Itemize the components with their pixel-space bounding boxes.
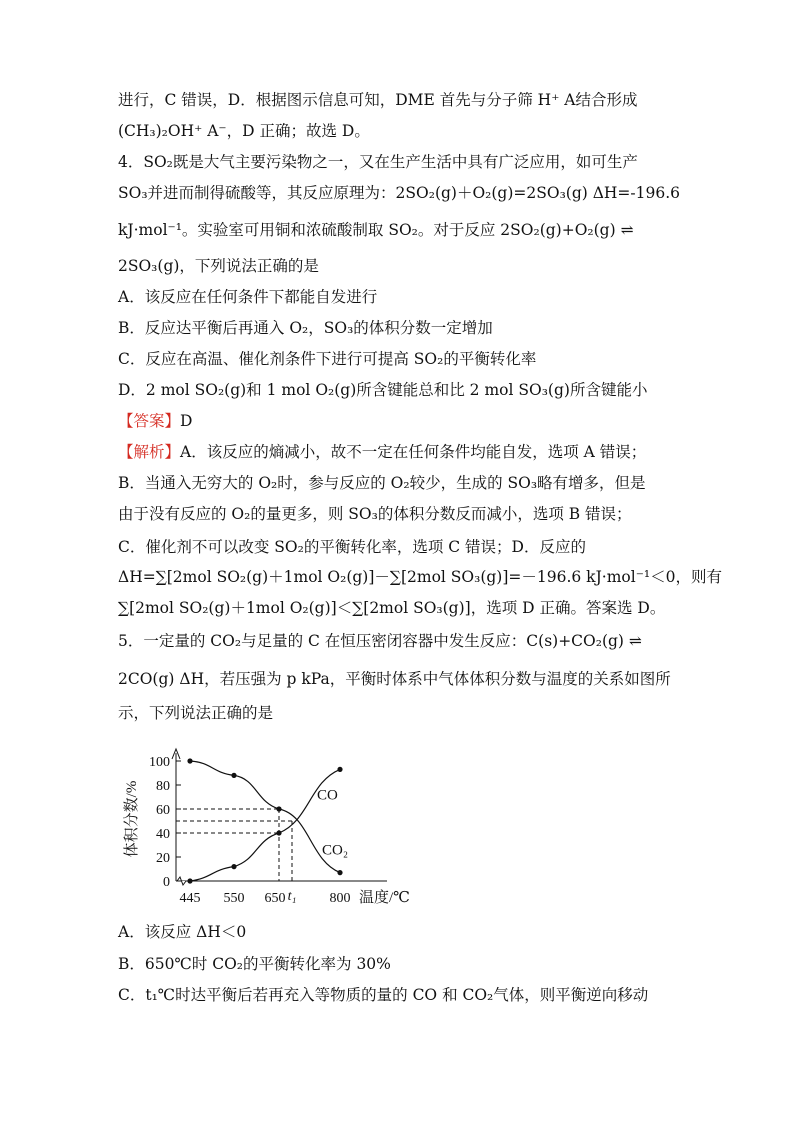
explanation-line: C．催化剂不可以改变 SO₂的平衡转化率，选项 C 错误；D．反应的 [118,538,586,556]
text-line: 进行，C 错误，D．根据图示信息可知，DME 首先与分子筛 H⁺ A结合形成 [118,91,638,109]
answer-value: D [180,412,193,430]
option-b: B．反应达平衡后再通入 O₂，SO₃的体积分数一定增加 [118,319,493,337]
series-line-co [190,769,340,881]
question-4-stem: 2SO₃(g)，下列说法正确的是 [118,257,319,275]
y-tick-label: 0 [163,875,170,890]
option-b: B．650℃时 CO₂的平衡转化率为 30% [118,955,391,973]
y-tick-label: 20 [156,851,170,866]
question-4-stem: SO₃并进而制得硫酸等，其反应原理为：2SO₂(g)＋O₂(g)=2SO₃(g) ΔH=-196.6 [118,184,681,202]
answer-line [118,410,192,432]
option-c: C．反应在高温、催化剂条件下进行可提高 SO₂的平衡转化率 [118,350,537,368]
data-point [337,767,342,772]
data-point [231,773,236,778]
data-point [187,878,192,883]
data-point [187,758,192,763]
explanation-line: ΔH=∑[2mol SO₂(g)＋1mol O₂(g)]－∑[2mol SO₃(g)]=－196.6 kJ·mol⁻¹＜0，则有 [118,568,722,586]
series-label-co: CO [317,787,338,804]
option-c: C．t₁℃时达平衡后若再充入等物质的量的 CO 和 CO₂气体，则平衡逆向移动 [118,986,649,1004]
question-5-stem: 示，下列说法正确的是 [118,704,274,722]
data-point [276,806,281,811]
x-tick-label-t1: t₁ [287,889,297,904]
explanation-tag: 【解析】 [118,443,181,461]
x-tick-label: 445 [179,891,201,906]
x-tick-label: 650 [264,891,286,906]
option-d: D．2 mol SO₂(g)和 1 mol O₂(g)所含键能总和比 2 mol SO₃(g)所含键能小 [118,381,648,399]
explanation-line: B．当通入无穷大的 O₂时，参与反应的 O₂较少，生成的 SO₃略有增多，但是 [118,474,646,492]
explanation-line: 由于没有反应的 O₂的量更多，则 SO₃的体积分数反而减小，选项 B 错误； [118,505,632,523]
option-a: A．该反应在任何条件下都能自发进行 [118,288,378,306]
y-tick-label: 40 [156,827,170,842]
question-4-stem: 4．SO₂既是大气主要污染物之一，又在生产生活中具有广泛应用，如可生产 [118,153,638,171]
y-tick-label: 100 [149,755,170,770]
y-tick-label: 80 [156,779,170,794]
explanation-line [118,441,646,463]
y-tick-label: 60 [156,803,170,818]
x-tick-label: 550 [223,891,245,906]
data-point [337,870,342,875]
volume-fraction-chart [112,738,422,908]
y-axis-label: 体积分数/% [124,780,140,858]
x-axis-label: 温度/℃ [359,890,410,906]
explanation-text: A．该反应的熵减小，故不一定在任何条件均能自发，选项 A 错误； [180,443,647,461]
question-5-stem: 2CO(g) ΔH，若压强为 p kPa，平衡时体系中气体体积分数与温度的关系如图所 [118,670,671,688]
series-label-co2: CO₂ [322,842,349,859]
option-a: A．该反应 ΔH＜0 [118,923,247,941]
data-point [231,864,236,869]
question-4-stem: kJ·mol⁻¹。实验室可用铜和浓硫酸制取 SO₂。对于反应 2SO₂(g)+O₂(g) ⇌ [118,221,634,239]
data-point [276,830,281,835]
x-tick-label: 800 [329,891,351,906]
question-5-stem: 5．一定量的 CO₂与足量的 C 在恒压密闭容器中发生反应：C(s)+CO₂(g) ⇌ [118,632,642,650]
text-line: (CH₃)₂OH⁺ A⁻，D 正确；故选 D。 [118,122,370,140]
explanation-line: ∑[2mol SO₂(g)＋1mol O₂(g)]＜∑[2mol SO₃(g)]，选项 D 正确。答案选 D。 [118,599,666,617]
answer-tag: 【答案】 [118,412,181,430]
series-line-co2 [190,761,340,873]
